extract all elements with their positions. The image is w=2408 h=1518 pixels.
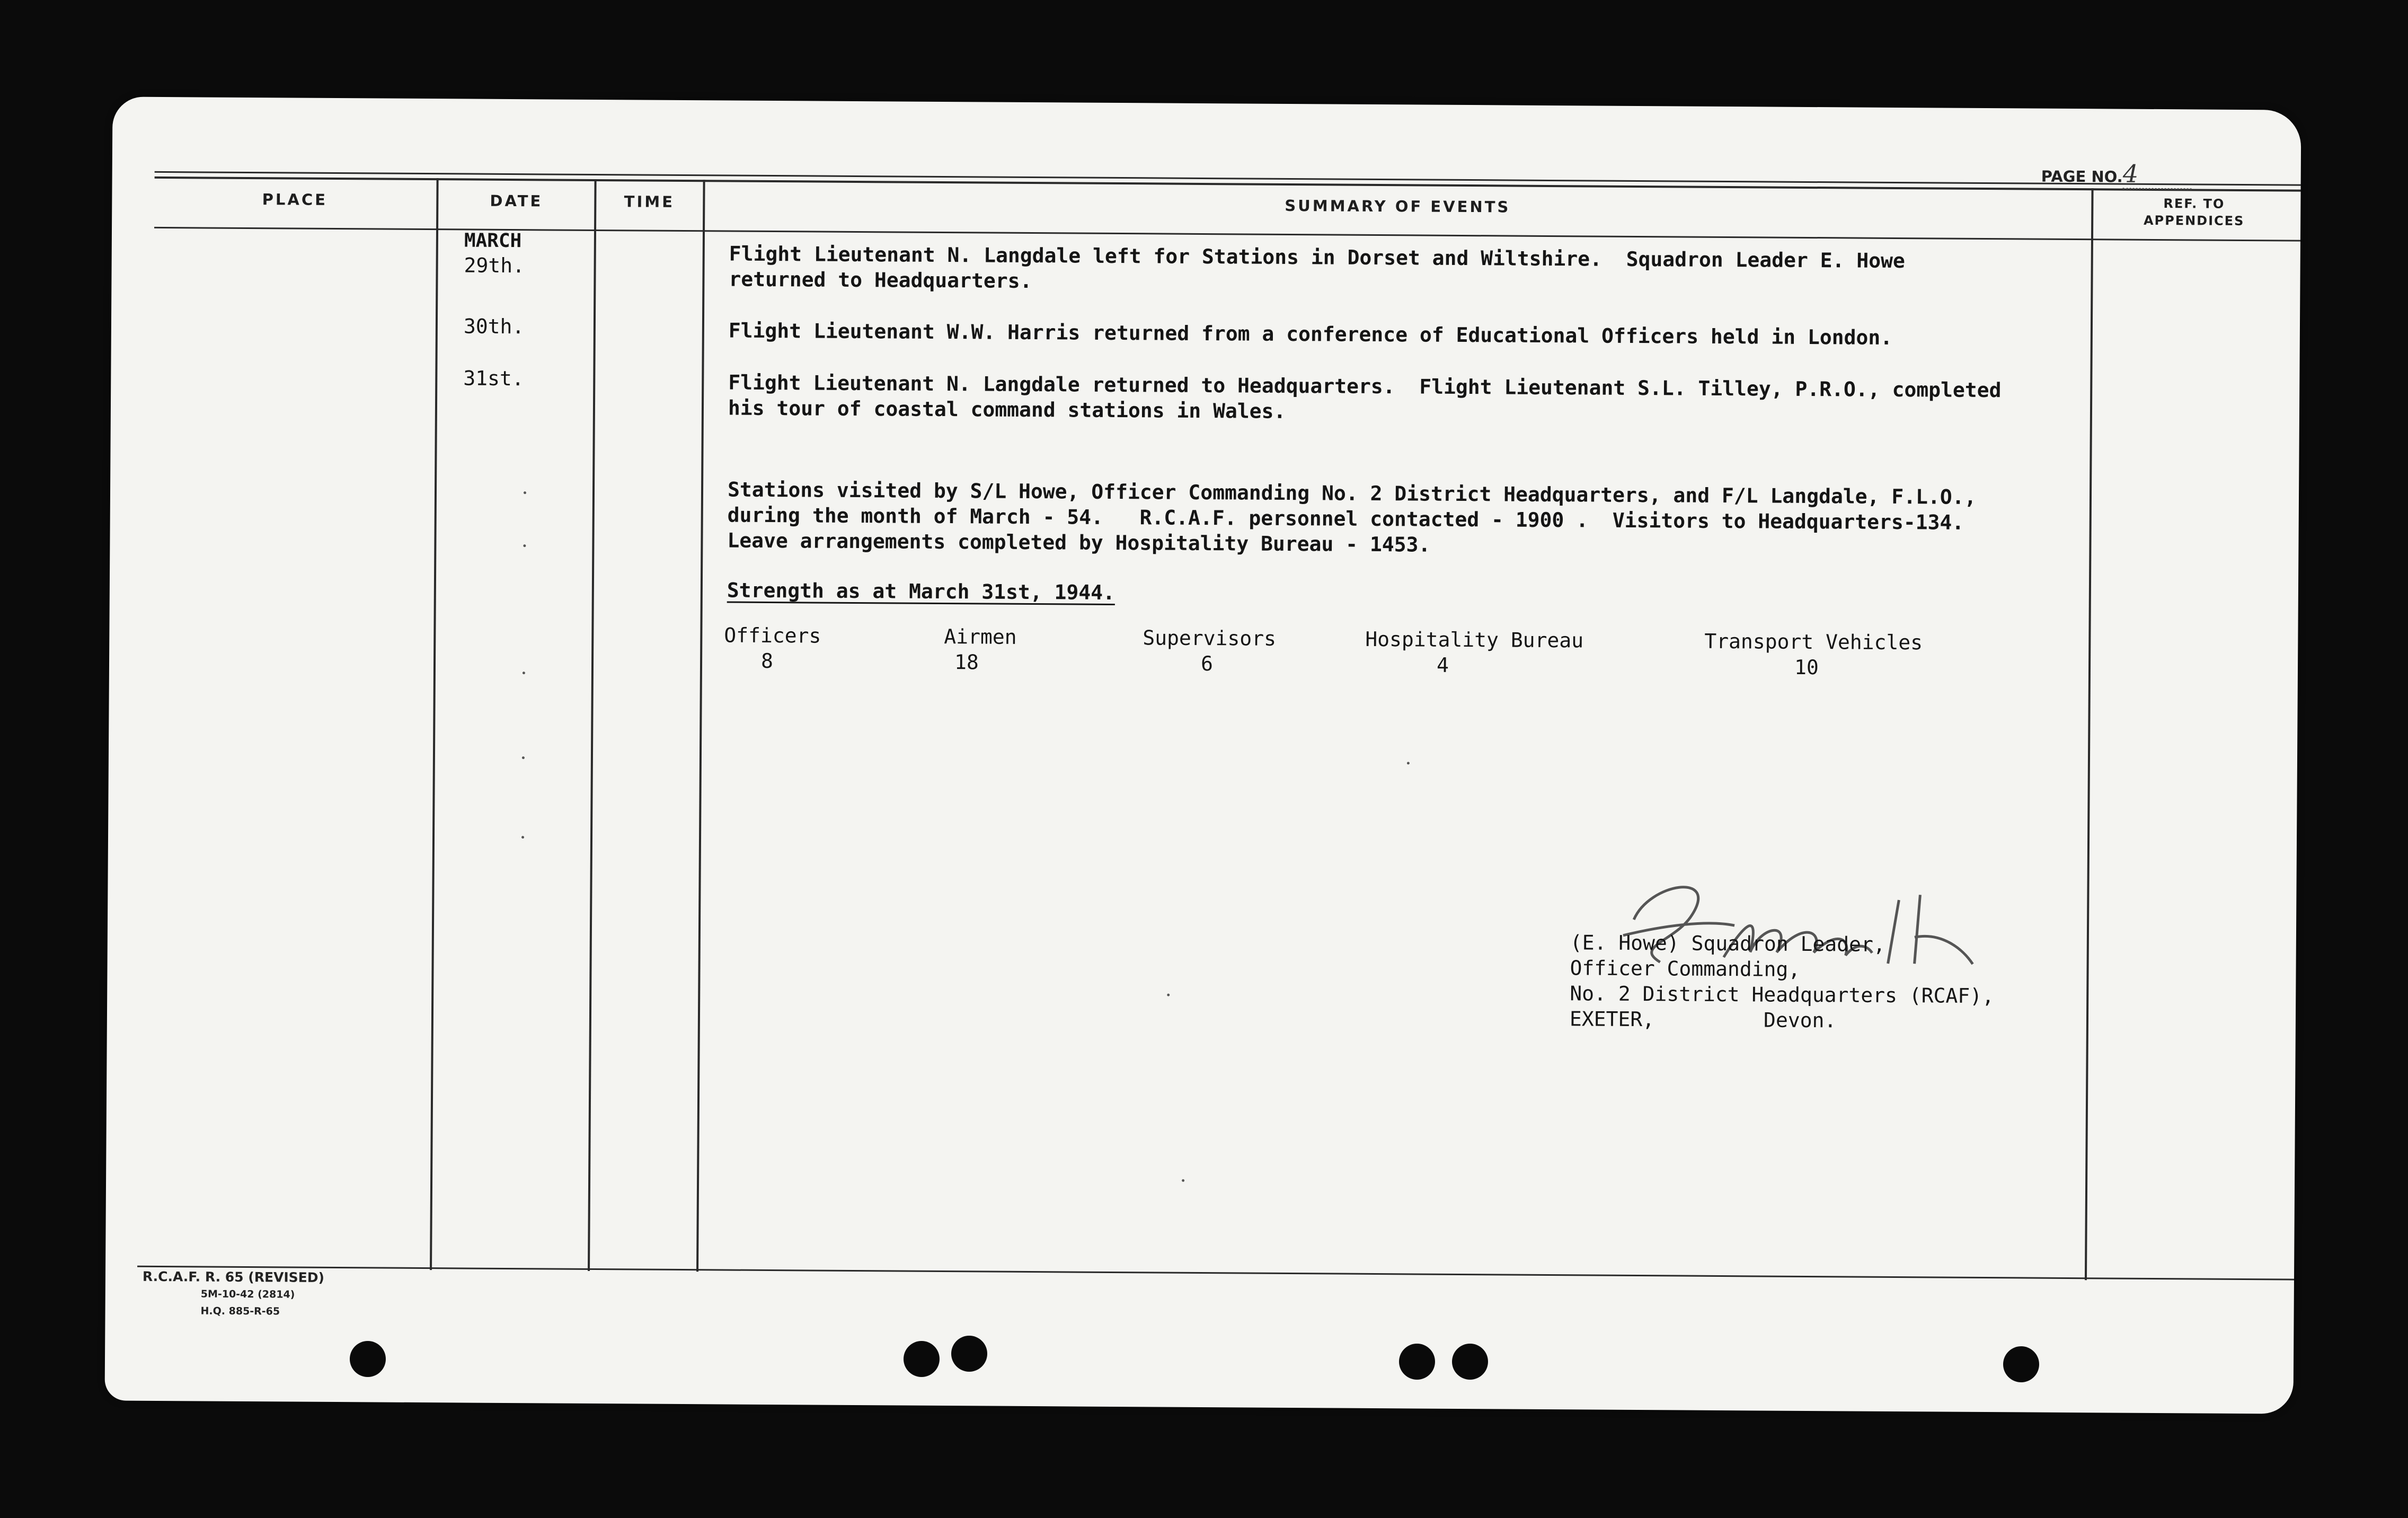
strength-label-supervisors: Supervisors [1143, 626, 1277, 650]
punch-hole [350, 1341, 386, 1377]
speck [524, 491, 526, 494]
punch-hole [1399, 1344, 1435, 1380]
page-number-value: 4 [2122, 159, 2139, 188]
strength-value-transport-vehicles: 10 [1794, 655, 1819, 679]
divider-summary-ref [2085, 188, 2094, 1280]
header-date: DATE [490, 191, 543, 210]
signature-line-2: Officer Commanding, [1570, 956, 1801, 981]
speck [1182, 1179, 1184, 1182]
date-entry-2: 30th. [463, 314, 525, 339]
punch-hole [904, 1341, 940, 1377]
summary-line-1: Stations visited by S/L Howe, Officer Commanding No. 2 District Headquarters, and F/L Langdale, F.L.O., [727, 478, 1977, 509]
header-ref [2093, 195, 2295, 230]
strength-label-transport-vehicles: Transport Vehicles [1704, 629, 1923, 655]
punch-hole [2003, 1346, 2039, 1382]
header-place: PLACE [262, 190, 328, 209]
speck [522, 756, 525, 759]
strength-label-officers: Officers [724, 623, 821, 648]
strength-title: Strength as at March 31st, 1944. [727, 578, 1116, 604]
strength-value-airmen: 18 [954, 650, 979, 674]
strength-label-airmen: Airmen [944, 625, 1017, 649]
header-time: TIME [624, 192, 675, 211]
signature-line-4: EXETER, Devon. [1569, 1007, 1837, 1032]
form-code-line-1: R.C.A.F. R. 65 (REVISED) [142, 1268, 325, 1285]
footer-rule [137, 1266, 2294, 1281]
speck [523, 672, 525, 674]
entry-1-line-2: returned to Headquarters. [729, 267, 1032, 293]
date-month: MARCH [464, 230, 522, 252]
entry-1-line-1: Flight Lieutenant N. Langdale left for Stations in Dorset and Wiltshire. Squadron Leader E. Howe [729, 242, 1906, 273]
form-code [142, 1268, 324, 1320]
speck [523, 544, 526, 547]
form-code-line-2: 5M-10-42 (2814) [200, 1288, 295, 1301]
divider-time-summary [696, 180, 705, 1272]
strength-value-hospitality-bureau: 4 [1436, 653, 1449, 677]
strength-value-officers: 8 [760, 649, 774, 673]
summary-line-2: during the month of March - 54. R.C.A.F. personnel contacted - 1900 . Visitors to Headquarters-134. [727, 503, 1964, 534]
punch-hole [951, 1336, 987, 1372]
entry-2-line-1: Flight Lieutenant W.W. Harris returned from a conference of Educational Officers held in London. [728, 319, 1893, 349]
document-page [105, 96, 2301, 1414]
speck [1167, 994, 1170, 996]
header-summary: SUMMARY OF EVENTS [1285, 196, 1511, 216]
divider-place-date [430, 178, 439, 1270]
summary-line-3: Leave arrangements completed by Hospitality Bureau - 1453. [727, 528, 1431, 557]
signature-line-1: (E. Howe) Squadron Leader, [1570, 931, 1885, 956]
speck [521, 836, 524, 839]
header-ref-line1: REF. TO [2163, 196, 2225, 211]
page-number [2041, 159, 2192, 190]
page-number-label: PAGE NO. [2041, 167, 2123, 186]
form-code-line-3: H.Q. 885-R-65 [200, 1305, 280, 1318]
entry-3-line-1: Flight Lieutenant N. Langdale returned to Headquarters. Flight Lieutenant S.L. Tilley, P.R.O., completed [728, 370, 2002, 402]
divider-date-time [588, 179, 597, 1271]
speck [1407, 762, 1410, 764]
date-entry-3: 31st. [463, 366, 524, 391]
entry-3-line-2: his tour of coastal command stations in Wales. [728, 396, 1286, 423]
punch-hole [1452, 1344, 1488, 1380]
header-ref-line2: APPENDICES [2143, 213, 2245, 228]
signature-line-3: No. 2 District Headquarters (RCAF), [1570, 982, 1995, 1008]
strength-value-supervisors: 6 [1200, 651, 1214, 676]
strength-label-hospitality-bureau: Hospitality Bureau [1365, 627, 1584, 652]
date-entry-1: 29th. [464, 253, 525, 278]
